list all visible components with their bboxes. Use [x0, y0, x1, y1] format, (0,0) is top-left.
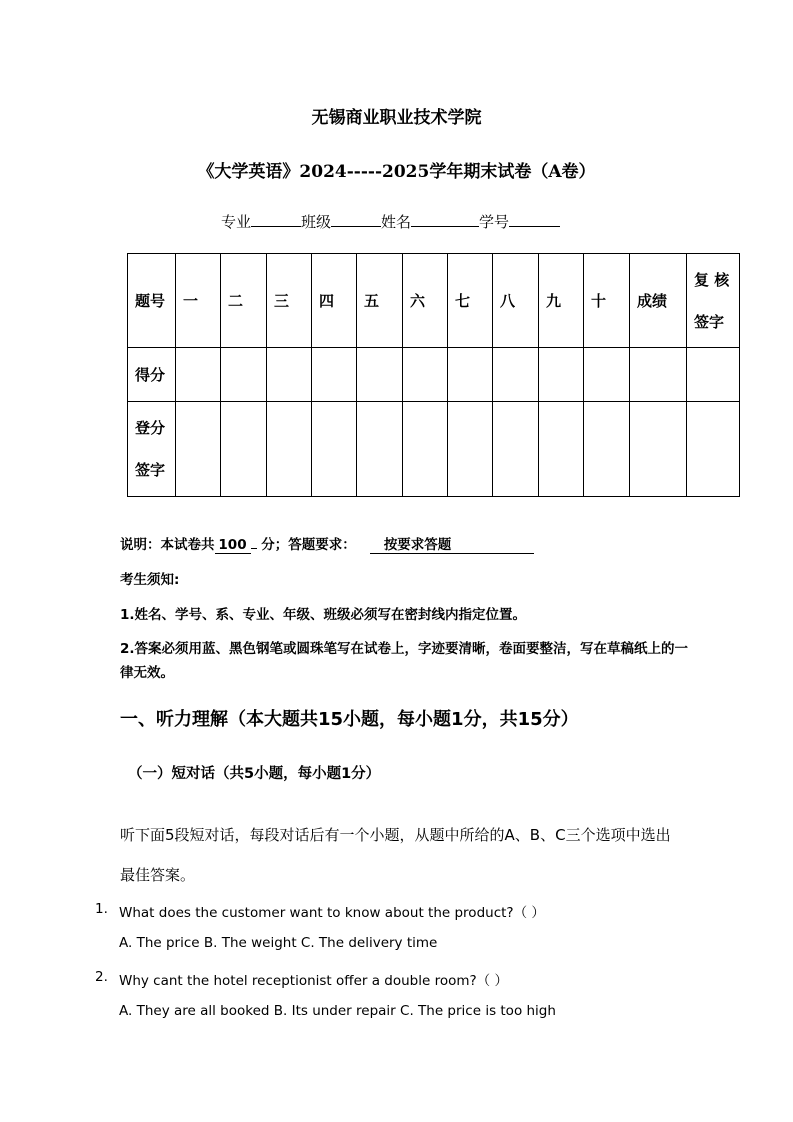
student-info-line [221, 211, 560, 232]
register-row [128, 402, 740, 497]
register-cell[interactable] [687, 402, 740, 497]
question-options: A. They are all booked B. Its under repair C. The price is too high [119, 1003, 556, 1019]
score-cell[interactable] [312, 348, 357, 402]
question-number-label: 题号 [128, 254, 176, 348]
table-header-row [128, 254, 740, 348]
register-sign-label [128, 402, 176, 497]
class-label: 班级 [301, 213, 332, 231]
register-cell[interactable] [493, 402, 539, 497]
score-cell[interactable] [539, 348, 584, 402]
score-cell[interactable] [493, 348, 539, 402]
question-col-3: 三 [267, 254, 312, 348]
answer-requirement: 按要求答题 [370, 533, 534, 554]
score-row [128, 348, 740, 402]
subsection-title: （一）短对话（共5小题，每小题1分） [128, 766, 381, 782]
register-cell[interactable] [584, 402, 630, 497]
register-cell[interactable] [267, 402, 312, 497]
total-score-value: 100 [215, 537, 251, 554]
register-cell[interactable] [403, 402, 448, 497]
register-line2: 签字 [135, 461, 166, 479]
major-blank[interactable] [251, 211, 301, 227]
register-cell[interactable] [176, 402, 221, 497]
note-mid: 分；答题要求： [261, 537, 356, 553]
score-cell[interactable] [687, 348, 740, 402]
question-col-2: 二 [221, 254, 267, 348]
register-line1: 登分 [135, 419, 166, 437]
question-col-5: 五 [357, 254, 403, 348]
question-text: Why cant the hotel receptionist offer a double room?（ ） [119, 973, 508, 989]
review-sign-label [687, 254, 740, 348]
student-id-blank[interactable] [509, 211, 560, 227]
class-blank[interactable] [331, 211, 381, 227]
question-col-8: 八 [493, 254, 539, 348]
register-cell[interactable] [448, 402, 493, 497]
score-cell[interactable] [357, 348, 403, 402]
question-number: 2. [95, 969, 108, 985]
score-row-label: 得分 [128, 348, 176, 402]
section-1-title: 一、听力理解（本大题共15小题，每小题1分，共15分） [120, 709, 579, 730]
question-col-10: 十 [584, 254, 630, 348]
review-sign-line2: 签字 [694, 312, 725, 331]
register-cell[interactable] [630, 402, 687, 497]
exam-note [120, 533, 534, 554]
school-name: 无锡商业职业技术学院 [311, 108, 482, 128]
name-label: 姓名 [381, 213, 412, 231]
register-cell[interactable] [357, 402, 403, 497]
question-options: A. The price B. The weight C. The delivery time [119, 935, 438, 951]
score-cell[interactable] [448, 348, 493, 402]
score-table [127, 253, 740, 497]
review-sign-line1: 复 核 [694, 270, 730, 289]
note-prefix: 说明：本试卷共 [120, 537, 215, 553]
question-col-1: 一 [176, 254, 221, 348]
score-cell[interactable] [267, 348, 312, 402]
score-cell[interactable] [630, 348, 687, 402]
name-blank[interactable] [411, 211, 479, 227]
exam-title: 《大学英语》2024-----2025学年期末试卷（A卷） [197, 162, 596, 182]
rule-1: 1.姓名、学号、系、专业、年级、班级必须写在密封线内指定位置。 [120, 607, 527, 623]
question-col-9: 九 [539, 254, 584, 348]
register-cell[interactable] [221, 402, 267, 497]
question-text: What does the customer want to know about the product?（ ） [119, 905, 545, 921]
student-id-label: 学号 [479, 213, 510, 231]
notice-title: 考生须知: [120, 572, 180, 588]
register-cell[interactable] [312, 402, 357, 497]
rule-2: 2.答案必须用蓝、黑色钢笔或圆珠笔写在试卷上，字迹要清晰，卷面要整洁，写在草稿纸上的一律无效。 [120, 641, 689, 681]
question-number: 1. [95, 901, 108, 917]
question-col-7: 七 [448, 254, 493, 348]
score-cell[interactable] [176, 348, 221, 402]
score-cell[interactable] [584, 348, 630, 402]
total-score-label: 成绩 [630, 254, 687, 348]
score-cell[interactable] [221, 348, 267, 402]
register-cell[interactable] [539, 402, 584, 497]
question-col-4: 四 [312, 254, 357, 348]
major-label: 专业 [221, 213, 252, 231]
listening-instruction: 听下面5段短对话，每段对话后有一个小题，从题中所给的A、B、C三个选项中选出最佳答案。 [120, 826, 671, 884]
question-col-6: 六 [403, 254, 448, 348]
score-cell[interactable] [403, 348, 448, 402]
